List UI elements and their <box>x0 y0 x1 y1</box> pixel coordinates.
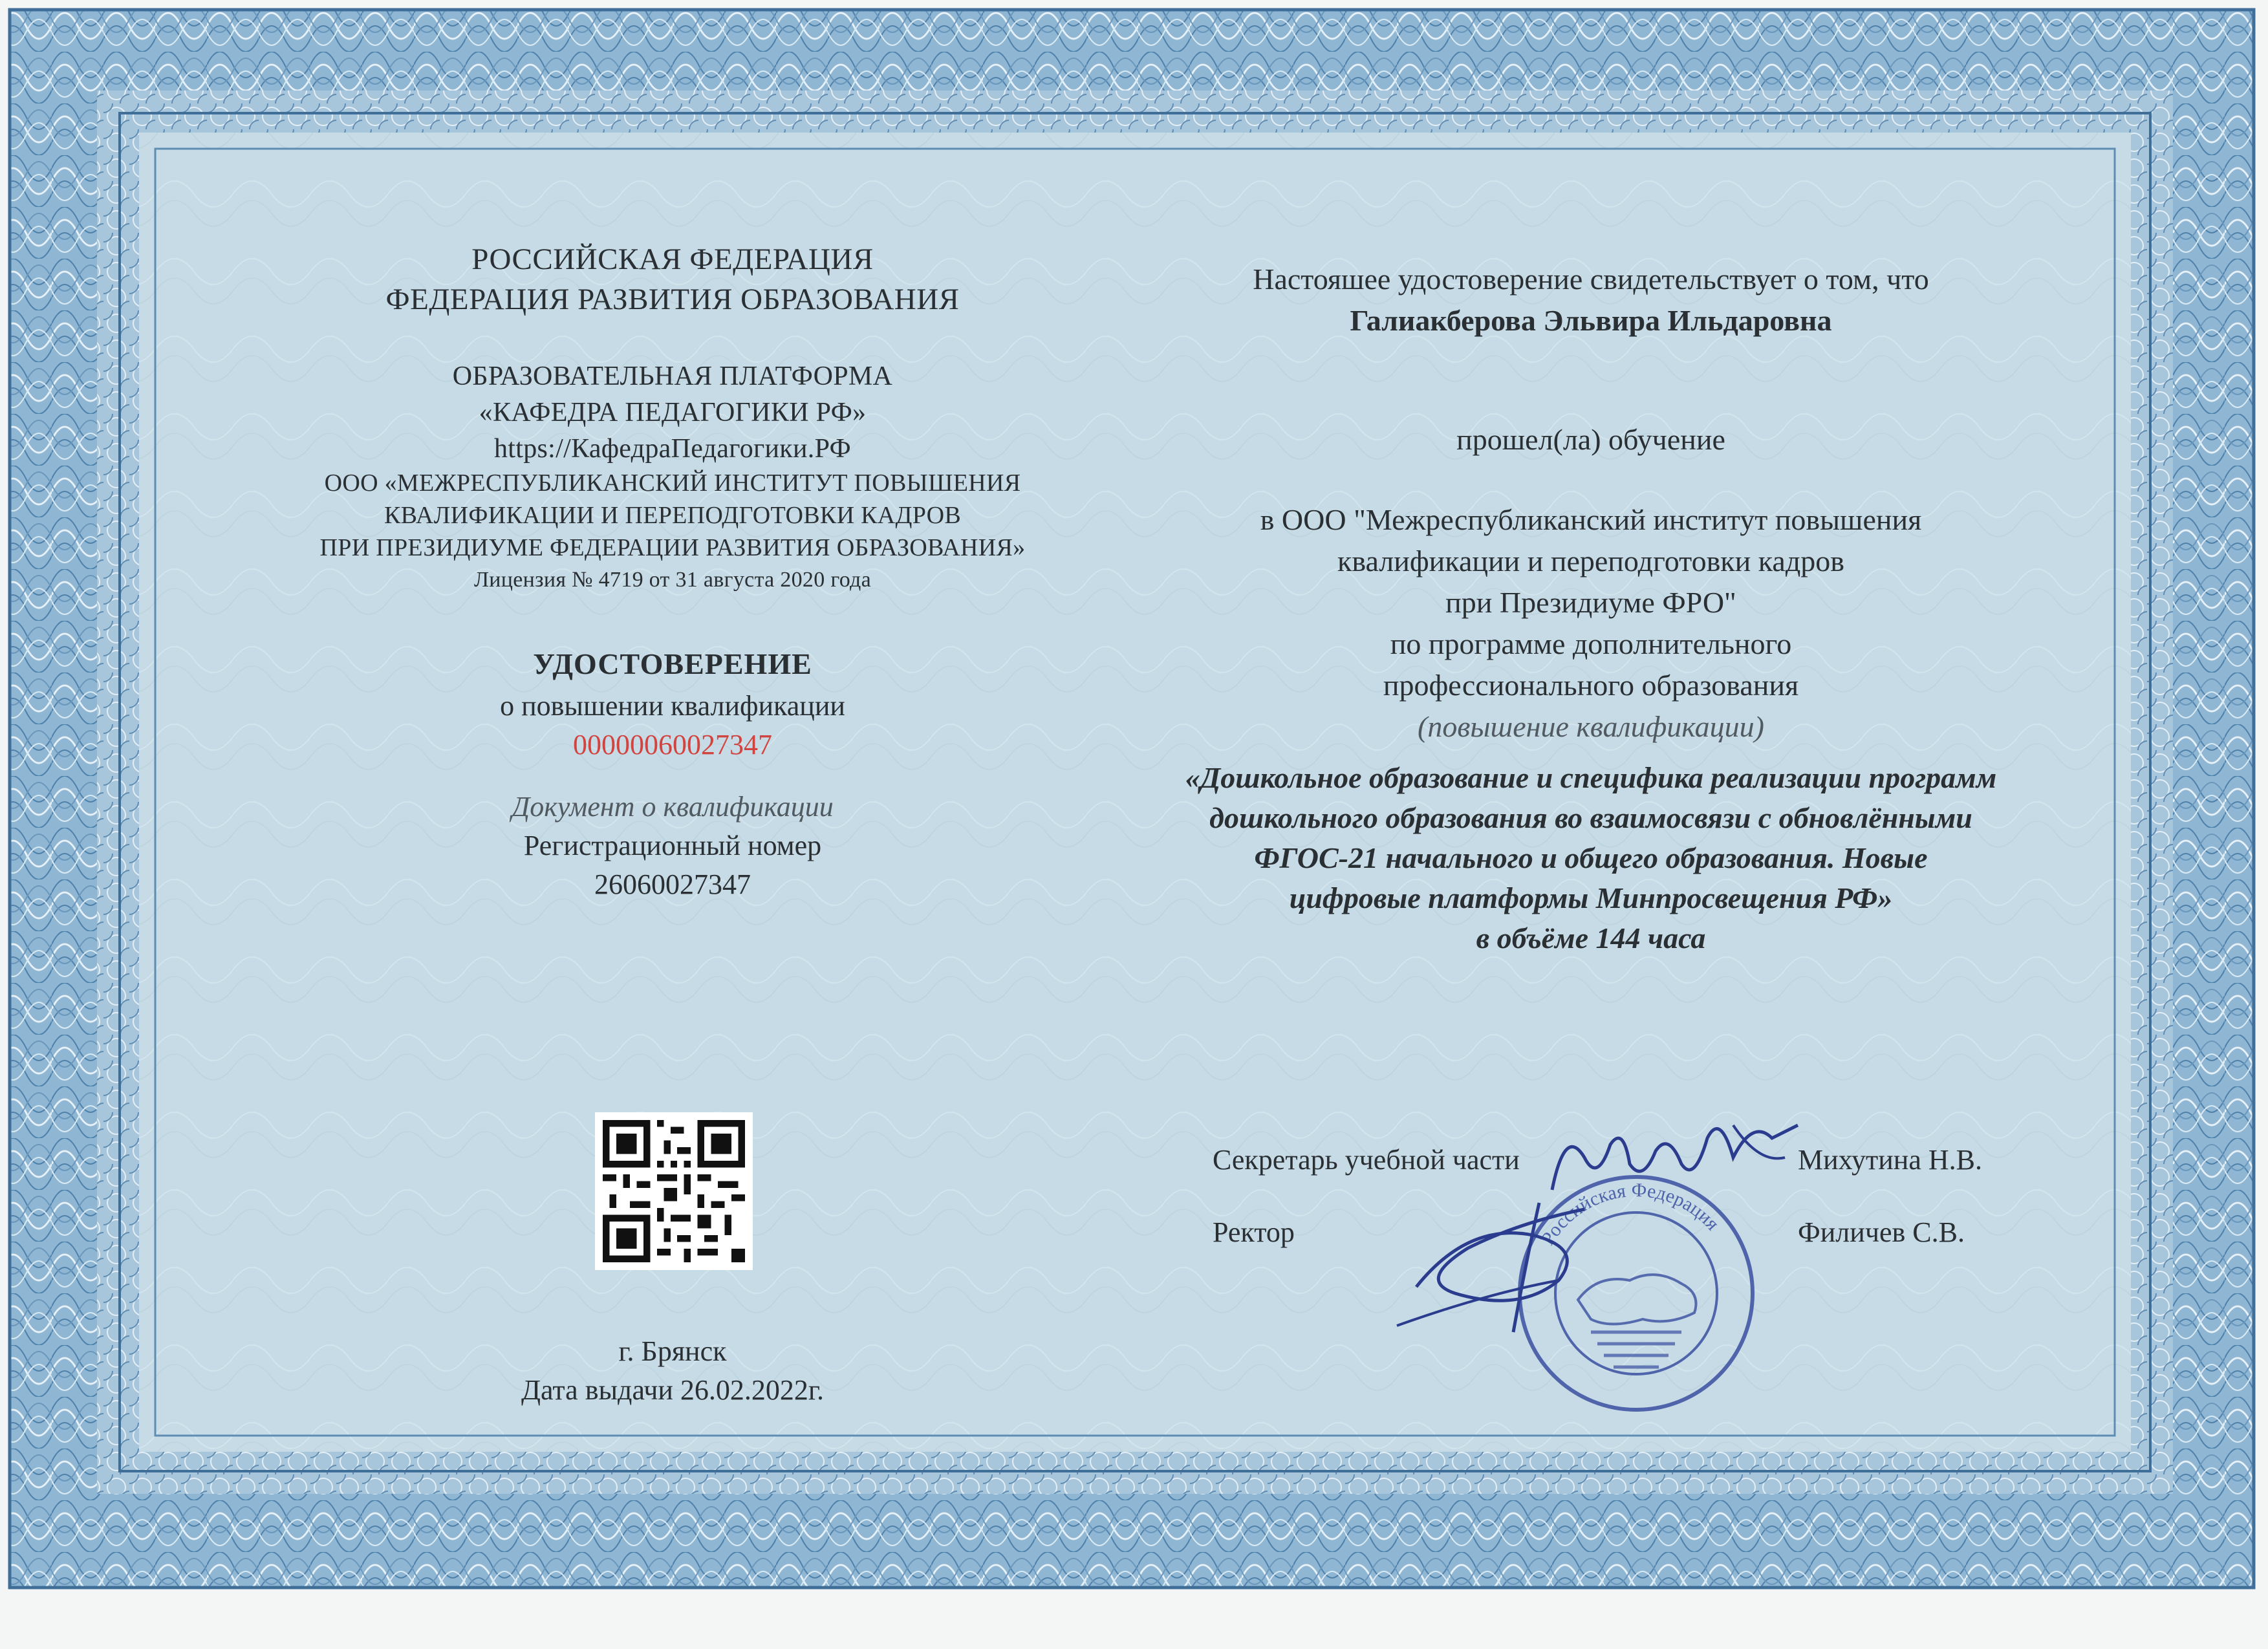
website: https://КафедраПедагогики.РФ <box>493 434 852 464</box>
qr-code <box>595 1112 753 1270</box>
country-heading: РОССИЙСКАЯ ФЕДЕРАЦИЯ <box>471 242 874 276</box>
institution-line-1: в ООО "Межреспубликанский институт повышения <box>1260 503 1922 536</box>
document-type: Документ о квалификации <box>512 791 834 823</box>
course-line-4: цифровые платформы Минпросвещения РФ» <box>1289 881 1893 914</box>
federation-heading: ФЕДЕРАЦИЯ РАЗВИТИЯ ОБРАЗОВАНИЯ <box>385 283 960 316</box>
org-line-2: КВАЛИФИКАЦИИ И ПЕРЕПОДГОТОВКИ КАДРОВ <box>383 502 962 529</box>
serial-number: 00000060027347 <box>573 729 772 760</box>
institution-line-3: при Президиуме ФРО" <box>1445 586 1736 619</box>
org-line-3: ПРИ ПРЕЗИДИУМЕ ФЕДЕРАЦИИ РАЗВИТИЯ ОБРАЗОВАНИЯ» <box>319 534 1026 561</box>
rector-name: Филичев С.В. <box>1798 1216 1965 1248</box>
course-line-2: дошкольного образования во взаимосвязи с обновлёнными <box>1209 801 1972 834</box>
completed-text: прошел(ла) обучение <box>1456 423 1725 456</box>
person-name: Галиакберова Эльвира Ильдаровна <box>1350 304 1832 337</box>
issue-block <box>162 1332 1183 1410</box>
program-line-2: профессионального образования <box>1383 669 1799 702</box>
secretary-label: Секретарь учебной части <box>1213 1144 1520 1176</box>
institution-line-2: квалификации и переподготовки кадров <box>1337 544 1844 577</box>
course-line-1: «Дошкольное образование и специфика реализации программ <box>1185 761 1997 794</box>
course-hours: в объёме 144 часа <box>1476 921 1706 954</box>
document-subtitle: о повышении квалификации <box>500 690 845 722</box>
platform-line-1: ОБРАЗОВАТЕЛЬНАЯ ПЛАТФОРМА <box>452 361 893 391</box>
license: Лицензия № 4719 от 31 августа 2020 года <box>473 568 872 592</box>
issue-date: Дата выдачи 26.02.2022г. <box>521 1374 824 1406</box>
registration-number: 26060027347 <box>594 868 751 900</box>
registration-label: Регистрационный номер <box>523 830 822 861</box>
secretary-name: Михутина Н.В. <box>1798 1144 1982 1176</box>
right-column <box>1099 259 2082 958</box>
city: г. Брянск <box>618 1335 727 1367</box>
program-line-1: по программе дополнительного <box>1390 627 1792 660</box>
program-type: (повышение квалификации) <box>1418 710 1764 743</box>
course-line-3: ФГОС-21 начального и общего образования. Новые <box>1254 841 1928 874</box>
stamp-text: Российская Федерация <box>1537 1179 1723 1249</box>
org-line-1: ООО «МЕЖРЕСПУБЛИКАНСКИЙ ИНСТИТУТ ПОВЫШЕНИЯ <box>324 469 1021 497</box>
platform-line-2: «КАФЕДРА ПЕДАГОГИКИ РФ» <box>479 398 867 427</box>
rector-label: Ректор <box>1213 1216 1295 1248</box>
document-title: УДОСТОВЕРЕНИЕ <box>533 647 812 680</box>
intro-text: Настояшее удостоверение свидетельствует о том, что <box>1253 263 1929 296</box>
left-column <box>162 239 1183 904</box>
rector-signature <box>1390 1183 1662 1345</box>
